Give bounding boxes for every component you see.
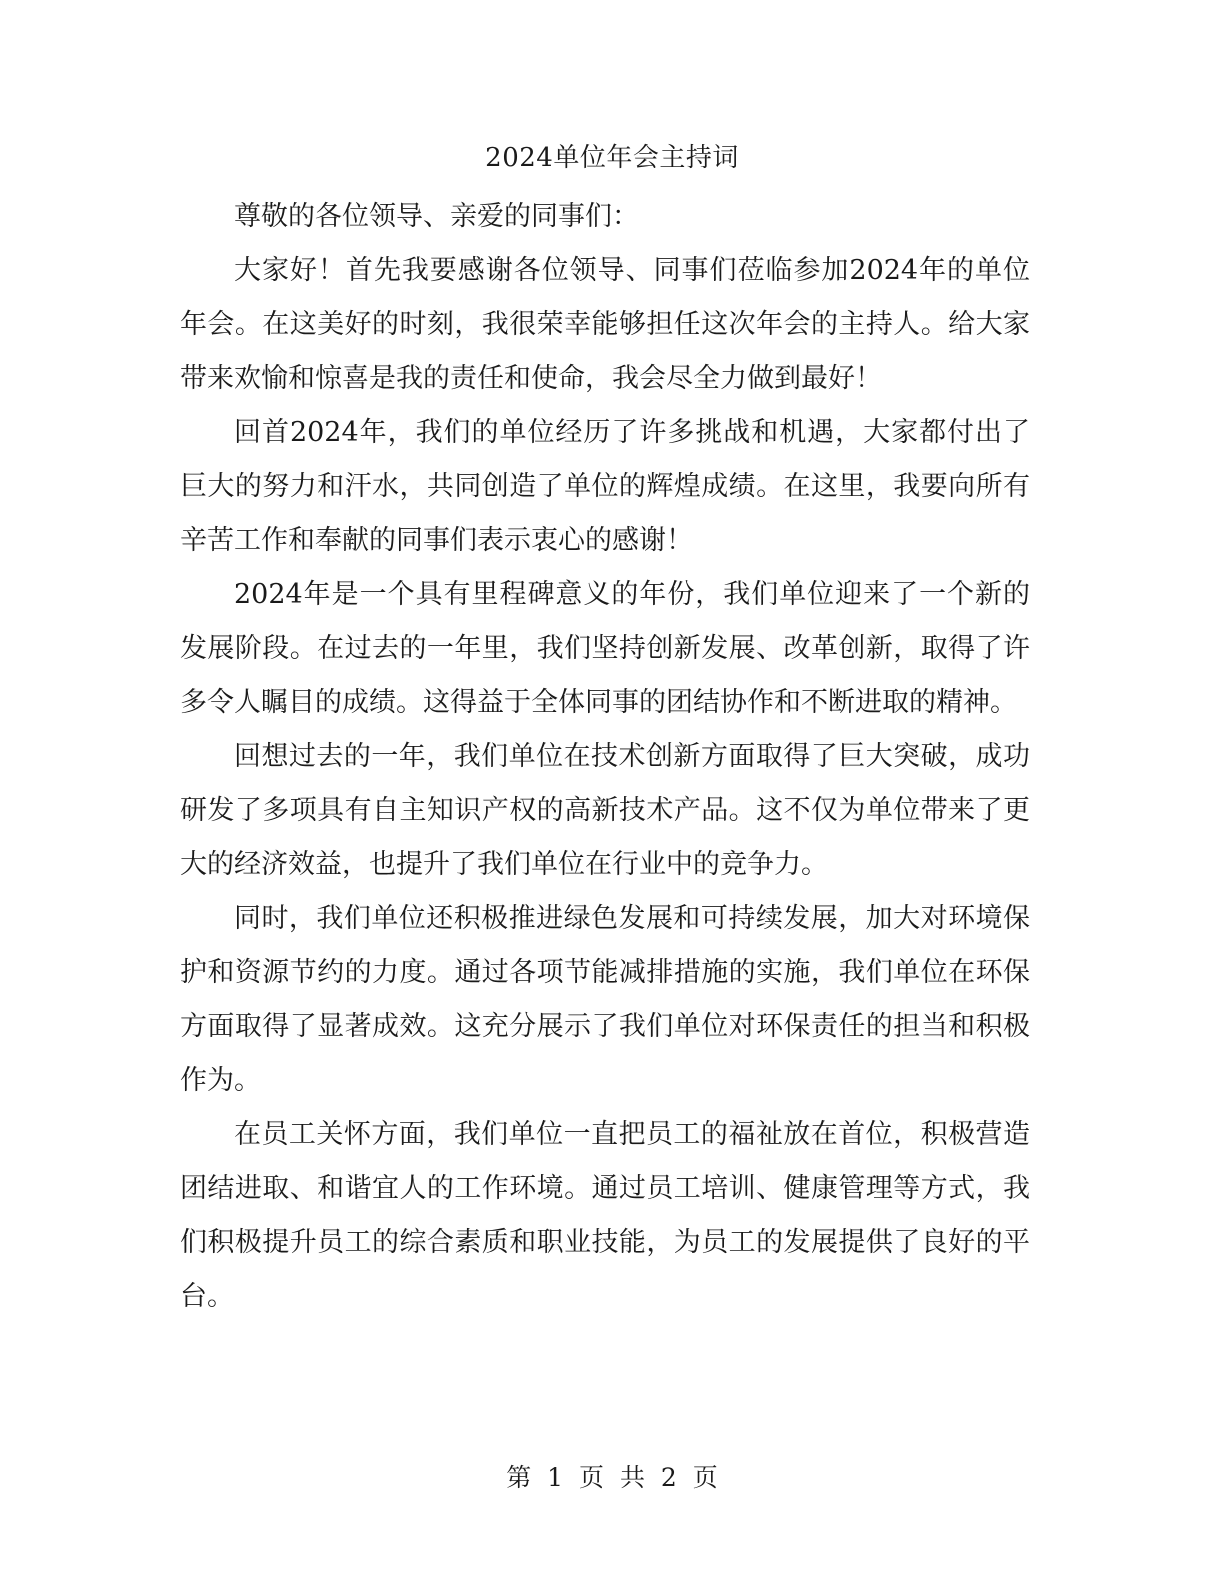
body-paragraph: 回首2024年，我们的单位经历了许多挑战和机遇，大家都付出了巨大的努力和汗水，共同创造了单位的辉煌成绩。在这里，我要向所有辛苦工作和奉献的同事们表示衷心的感谢！ [180, 417, 1030, 556]
body-paragraph: 在员工关怀方面，我们单位一直把员工的福祉放在首位，积极营造团结进取、和谐宜人的工作环境。通过员工培训、健康管理等方式，我们积极提升员工的综合素质和职业技能，为员工的发展提供了良好的平台。 [180, 1119, 1030, 1312]
document-body [180, 190, 1030, 1324]
body-paragraph: 同时，我们单位还积极推进绿色发展和可持续发展，加大对环境保护和资源节约的力度。通过各项节能减排措施的实施，我们单位在环保方面取得了显著成效。这充分展示了我们单位对环保责任的担当和积极作为。 [180, 903, 1030, 1096]
salutation-paragraph: 尊敬的各位领导、亲爱的同事们： [234, 201, 639, 232]
body-paragraph: 大家好！首先我要感谢各位领导、同事们莅临参加2024年的单位年会。在这美好的时刻，我很荣幸能够担任这次年会的主持人。给大家带来欢愉和惊喜是我的责任和使命，我会尽全力做到最好！ [180, 255, 1030, 394]
body-paragraph: 回想过去的一年，我们单位在技术创新方面取得了巨大突破，成功研发了多项具有自主知识产权的高新技术产品。这不仅为单位带来了更大的经济效益，也提升了我们单位在行业中的竞争力。 [180, 741, 1030, 880]
body-paragraph: 2024年是一个具有里程碑意义的年份，我们单位迎来了一个新的发展阶段。在过去的一年里，我们坚持创新发展、改革创新，取得了许多令人瞩目的成绩。这得益于全体同事的团结协作和不断进取的精神。 [180, 579, 1030, 718]
page-number-footer: 第 1 页 共 2 页 [506, 1463, 718, 1492]
document-title: 2024单位年会主持词 [485, 143, 739, 173]
